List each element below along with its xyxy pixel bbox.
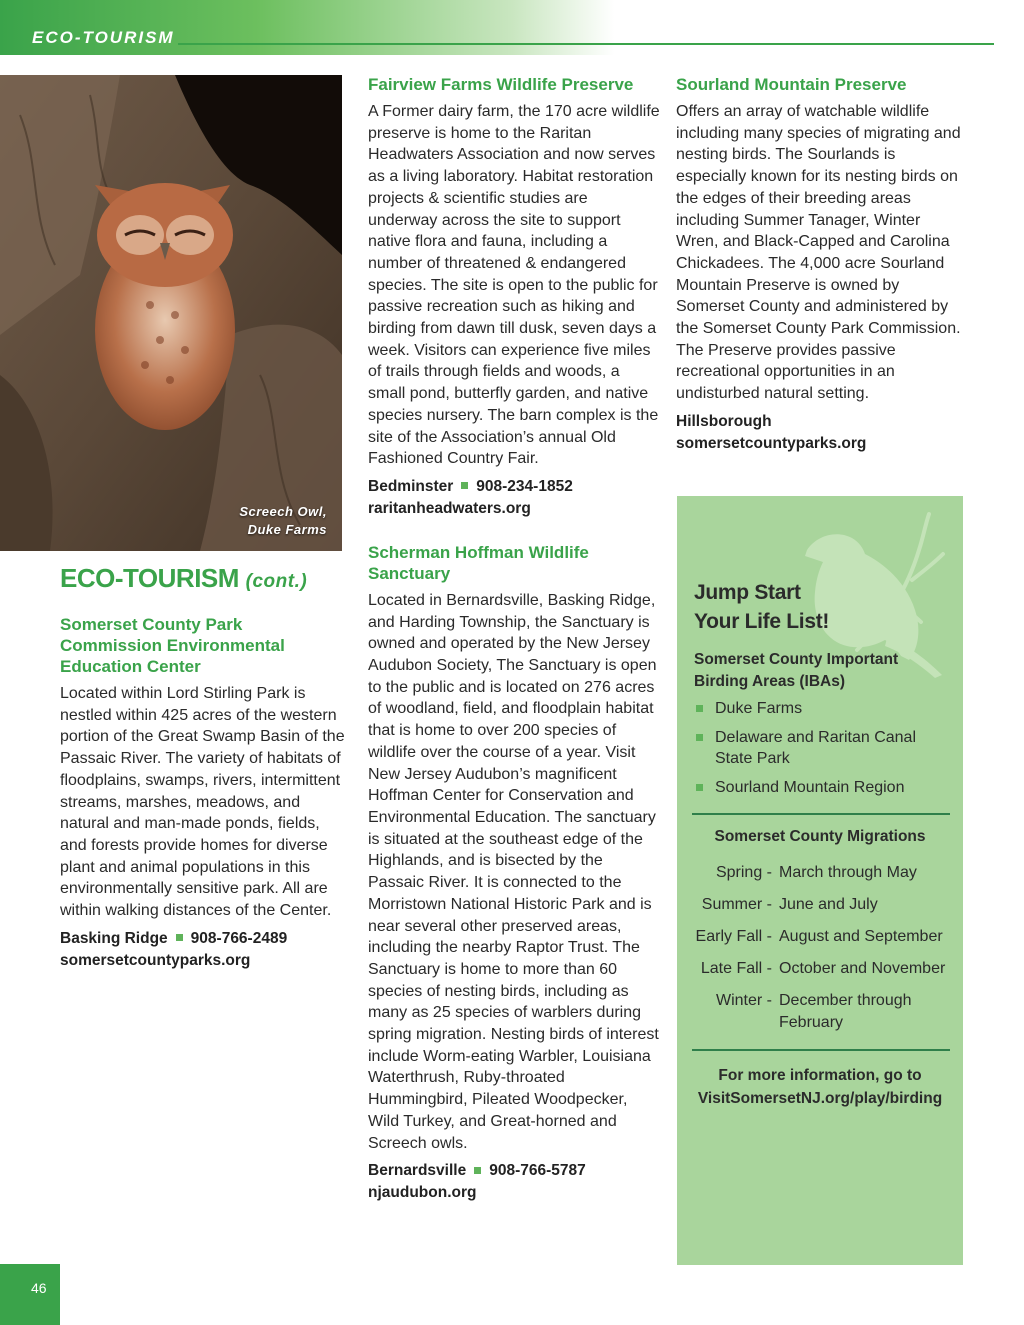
iba-heading-line: Birding Areas (IBAs)	[694, 672, 846, 690]
migration-row	[677, 862, 963, 884]
header-rule	[178, 43, 994, 45]
square-bullet-icon	[696, 784, 703, 791]
square-bullet-icon	[696, 734, 703, 741]
migration-row	[677, 990, 963, 1033]
iba-item-label: Duke Farms	[715, 700, 803, 717]
contact-town: Basking Ridge	[60, 929, 168, 947]
migration-season: Spring -	[715, 864, 772, 881]
contact-website[interactable]: njaudubon.org	[368, 1184, 477, 1202]
migrations-title: Somerset County Migrations	[714, 828, 926, 845]
more-info-line: For more information, go to	[718, 1067, 922, 1084]
square-bullet-icon	[176, 934, 183, 941]
left-column	[60, 563, 345, 972]
birding-sidebar	[677, 496, 963, 1265]
divider	[692, 813, 950, 815]
entry-contact-scherman	[368, 1160, 660, 1204]
owl-illustration	[0, 75, 342, 551]
migration-row	[677, 894, 963, 916]
list-item	[694, 698, 956, 720]
contact-phone: 908-766-2489	[190, 929, 288, 947]
contact-town: Bedminster	[368, 477, 454, 495]
section-title-text: ECO-TOURISM	[60, 563, 239, 593]
section-header-title: ECO-TOURISM	[32, 28, 175, 47]
migration-season: Winter -	[716, 992, 772, 1009]
migration-dates: March through May	[779, 864, 917, 881]
caption-line: Screech Owl,	[239, 504, 327, 519]
more-info-link[interactable]: VisitSomersetNJ.org/play/birding	[697, 1090, 943, 1107]
entry-body-somerset: Located within Lord Stirling Park is nestled within 425 acres of the western portion of the Great Swamp Basin of the Passaic River. The variety of habitats of floodplains, swamps, rivers, intermittent streams, marshes, meadows, and natural and man-made ponds, fields, and forests provide homes for diverse plant and animal populations in this environmentally sensitive park. All are within walking distances of the Center.	[60, 685, 345, 920]
square-bullet-icon	[474, 1167, 481, 1174]
sidebar-title	[694, 578, 829, 636]
photo-caption	[239, 503, 327, 539]
migration-row	[677, 958, 963, 980]
migration-dates: December through February	[779, 992, 912, 1031]
migration-dates: October and November	[779, 960, 946, 977]
screech-owl-photo	[0, 75, 342, 551]
contact-website[interactable]: somersetcountyparks.org	[60, 951, 251, 969]
entry-body-fairview: A Former dairy farm, the 170 acre wildlife preserve is home to the Raritan Headwaters Association and now serves as a living laboratory. Habitat restoration projects & scientific studies are underway across the site to support native flora and fauna, including a number of threatened & endangered species. The site is open to the public for passive recreation such as hiking and birding from dawn till dusk, seven days a week. Visitors can experience five miles of trails through fields and woods, a small pond, butterfly garden, and native species nursery. The barn complex is the site of the Association’s annual Old Fashioned Country Fair.	[368, 103, 660, 468]
contact-phone: 908-766-5787	[489, 1162, 586, 1180]
more-info	[677, 1064, 963, 1110]
migration-dates: August and September	[779, 928, 943, 945]
entry-heading-somerset: Somerset County Park Commission Environmental Education Center	[60, 615, 285, 676]
entry-contact-sourland	[676, 411, 966, 455]
iba-heading-line: Somerset County Important	[694, 651, 899, 668]
migration-dates: June and July	[779, 896, 878, 913]
migration-row	[677, 926, 963, 948]
middle-column	[368, 74, 660, 1204]
entry-contact-fairview	[368, 476, 660, 520]
square-bullet-icon	[461, 482, 468, 489]
contact-phone: 908-234-1852	[476, 477, 573, 495]
migration-season: Summer -	[701, 896, 772, 913]
caption-line: Duke Farms	[247, 522, 327, 537]
entry-body-sourland: Offers an array of watchable wildlife including many species of migrating and nesting birds. The Sourlands is especially known for its nesting birds on the edges of their breeding areas including Summer Tanager, Winter Wren, and Black-Capped and Carolina Chickadees. The 4,000 acre Sourland Mountain Preserve is owned by Somerset County and administered by the Somerset County Park Commission. The Preserve provides passive recreational opportunities in an undisturbed natural setting.	[676, 103, 961, 403]
iba-heading	[694, 649, 898, 692]
entry-heading-sourland: Sourland Mountain Preserve	[676, 75, 907, 94]
entry-body-scherman: Located in Bernardsville, Basking Ridge, and Harding Township, the Sanctuary is owned and operated by the New Jersey Audubon Society, The Sanctuary is open to the public and is located on 276 acres of woodland, field, and floodplain habitat that is home to over 200 species of wildlife over the course of a year. Visit New Jersey Audubon’s magnificent Hoffman Center for Conservation and Environmental Education. The sanctuary is situated at the southeast edge of the Highlands, and is bisected by the Passaic River. It is connected to the Morristown National Historic Park and is near several other preserved areas, including the nearby Raptor Trust. The Sanctuary is home to more than 60 species of nesting birds, including as many as 25 species of warblers during spring migration. Nesting birds of interest include Worm-eating Warbler, Louisiana Waterthrush, Ruby-throated Hummingbird, Pileated Woodpecker, Wild Turkey, and Great-horned and Screech owls.	[368, 591, 659, 1152]
contact-website[interactable]: somersetcountyparks.org	[676, 434, 867, 452]
iba-item-label: Delaware and Raritan Canal State Park	[715, 728, 916, 767]
right-column	[676, 74, 966, 455]
page-number-tab	[0, 1264, 60, 1325]
contact-town: Hillsborough	[676, 412, 772, 430]
divider	[692, 1049, 950, 1051]
sidebar-title-line: Your Life List!	[694, 610, 830, 633]
sidebar-title-line: Jump Start	[694, 581, 801, 604]
migration-season: Early Fall -	[695, 928, 772, 945]
section-title-cont: (cont.)	[245, 571, 308, 592]
entry-heading-scherman: Scherman Hoffman Wildlife Sanctuary	[368, 542, 589, 583]
iba-list	[694, 698, 956, 805]
list-item	[694, 777, 956, 799]
entry-contact-somerset	[60, 928, 345, 972]
section-title	[60, 563, 345, 594]
list-item	[694, 727, 956, 770]
contact-website[interactable]: raritanheadwaters.org	[368, 499, 531, 517]
iba-item-label: Sourland Mountain Region	[715, 778, 905, 796]
migrations-table	[677, 862, 963, 1044]
page-number: 46	[31, 1280, 47, 1296]
square-bullet-icon	[696, 705, 703, 712]
contact-town: Bernardsville	[368, 1162, 467, 1180]
entry-heading-fairview: Fairview Farms Wildlife Preserve	[368, 75, 634, 94]
migration-season: Late Fall -	[700, 960, 772, 977]
